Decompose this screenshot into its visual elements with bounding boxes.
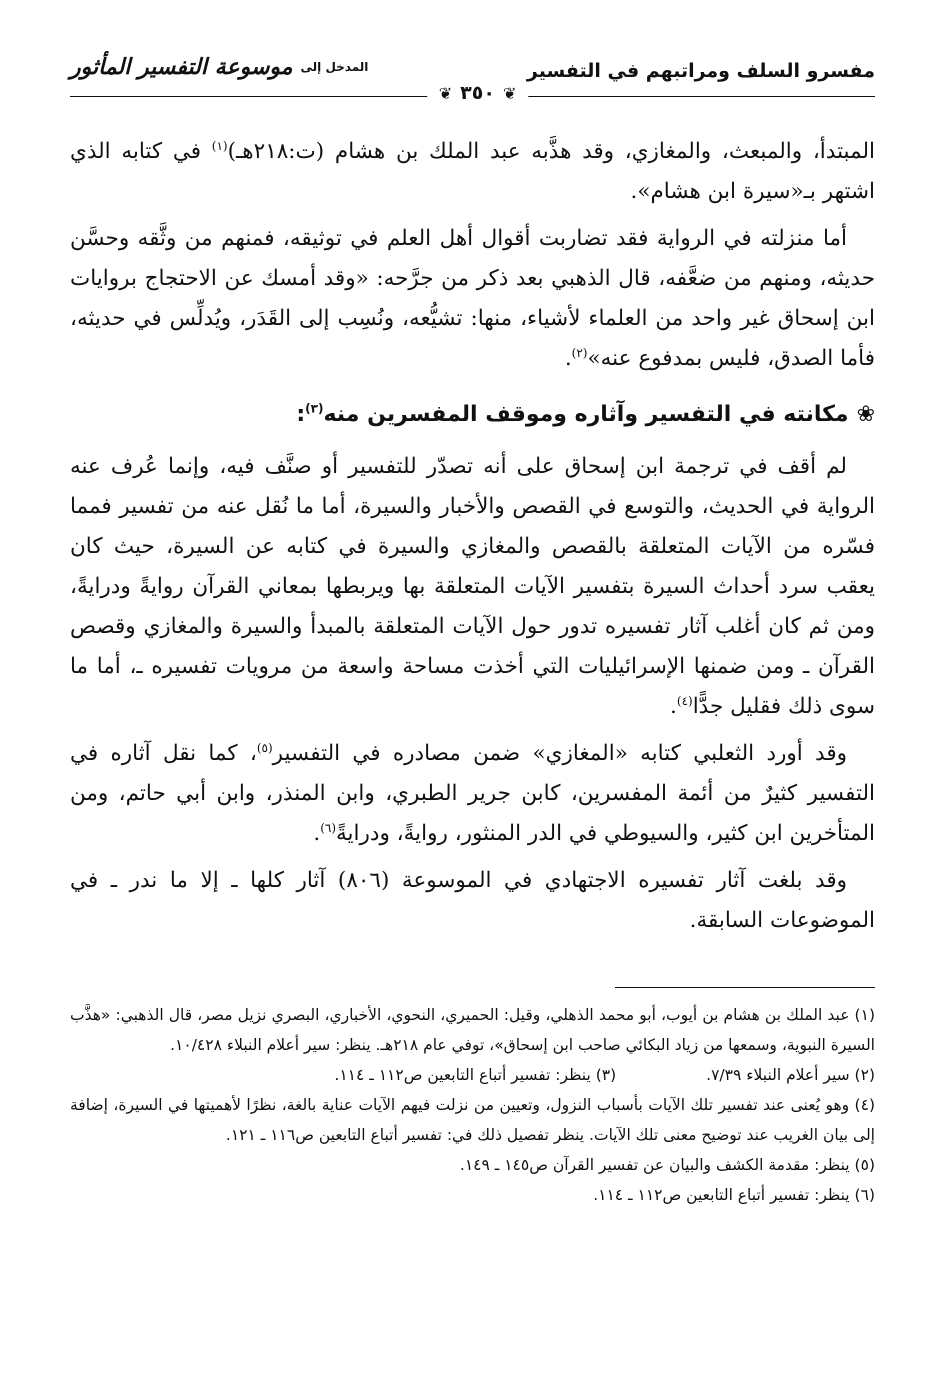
flower-ornament-icon: ❀ [856,402,875,427]
book-page [70,52,875,1352]
main-text [70,132,875,948]
page-header [70,52,875,104]
footnote-ref[interactable]: (١) [211,138,228,153]
footnote: (٥) ينظر: مقدمة الكشف والبيان عن تفسير القرآن ص١٤٥ ـ ١٤٩. [459,1156,875,1174]
footnote-ref[interactable]: (٣) [305,401,324,416]
footnote: (١) عبد الملك بن هشام بن أيوب، أبو محمد الذهلي، وقيل: الحميري، النحوي، الأخباري، البصري نزيل مصر، قال الذهبي: «هذَّب السيرة النبوية، وسمعها من زياد البكائي صاحب ابن إسحاق»، توفي عام ٢١٨هـ. ينظر: سير أعلام النبلاء ١٠/٤٢٨. [70,1006,875,1054]
footnote: (٦) ينظر: تفسير أتباع التابعين ص١١٢ ـ ١١٤. [593,1186,875,1204]
footnote-row [70,1060,875,1090]
footnote-ref[interactable]: (٥) [256,740,273,755]
book-title-lead: المدخل إلى [300,60,369,74]
ornament-icon: ❦ [438,83,453,103]
paragraph: وقد بلغت آثار تفسيره الاجتهادي في الموسوعة (٨٠٦) آثار كلها ـ إلا ما ندر ـ في الموضوعات السابقة. [70,868,875,933]
paragraph: المبتدأ، والمبعث، والمغازي، وقد هذَّبه عبد الملك بن هشام (ت:٢١٨هـ)$^{(١)}$ في كتابه الذي اشتهر بـ«سيرة ابن هشام». [70,138,875,204]
footnote-ref[interactable]: (٤) [676,693,693,708]
book-title-calligraphy: موسوعة التفسير المأثور [70,54,293,80]
paragraph: أما منزلته في الرواية فقد تضاربت أقوال أهل العلم في توثيقه، فمنهم من وثَّقه وحسَّن حديثه، ومنهم من ضعَّفه، قال الذهبي بعد ذكر من جرَّحه: «وقد أمسك عن الاحتجاج بروايات ابن إسحاق غير واحد من العلماء لأشياء، منها: تشيُّعه، ونُسِب إلى القَدَر، ويُدلِّس في حديثه، فأما الصدق، فليس بمدفوع عنه»$^{(٢)}$. [70,226,875,371]
footnotes [70,1000,875,1210]
chapter-title: مفسرو السلف ومراتبهم في التفسير [526,60,875,82]
page-number: ٣٥٠ [460,82,495,104]
paragraph: وقد أورد الثعلبي كتابه «المغازي» ضمن مصادره في التفسير$^{(٥)}$، كما نقل آثاره في التفسير كثيرٌ من أئمة المفسرين، كابن جرير الطبري، وابن المنذر، وابن أبي حاتم، ومن المتأخرين ابن كثير، والسيوطي في الدر المنثور، روايةً، ودرايةً$^{(٦)}$. [70,740,875,846]
footnote: (٢) سير أعلام النبلاء ٧/٣٩. [706,1066,875,1084]
footnote-divider [615,987,875,988]
ornament-icon: ❦ [502,83,517,103]
footnote-ref[interactable]: (٦) [320,820,337,835]
book-title-block [70,54,368,80]
footnote: (٤) وهو يُعنى عند تفسير تلك الآيات بأسباب النزول، وتعيين من نزلت فيهم الآيات عناية بالغة، نظرًا لأهميتها في السيرة، إضافة إلى بيان الغريب عند توضيح معنى تلك الآيات. ينظر تفصيل ذلك في: تفسير أتباع التابعين ص١١٦ ـ ١٢١. [70,1096,875,1144]
footnote: (٣) ينظر: تفسير أتباع التابعين ص١١٢ ـ ١١٤. [334,1066,617,1084]
page-number-block [427,82,529,104]
section-heading: ❀ مكانته في التفسير وآثاره وموقف المفسرين منه$^{(٣)}$: [70,395,875,435]
paragraph: لم أقف في ترجمة ابن إسحاق على أنه تصدّر للتفسير أو صنَّف فيه، وإنما عُرف عنه الرواية في الحديث، والتوسع في القصص والأخبار والسيرة، أما ما نُقل عنه من تفسير فمما فسّره من الآيات المتعلقة بالقصص والمغازي والسيرة في كتابه عن السيرة، حيث كان يعقب سرد أحداث السيرة بتفسير الآيات المتعلقة بها ويربطها بمعاني القرآن روايةً ودرايةً، ومن ثم كان أغلب آثار تفسيره تدور حول الآيات المتعلقة بالمبدأ والسيرة والمغازي وقصص القرآن ـ ومن ضمنها الإسرائيليات التي أخذت مساحة واسعة من مرويات تفسيره ـ، أما ما سوى ذلك فقليل جدًّا$^{(٤)}$. [70,454,875,719]
footnote-ref[interactable]: (٢) [571,345,588,360]
